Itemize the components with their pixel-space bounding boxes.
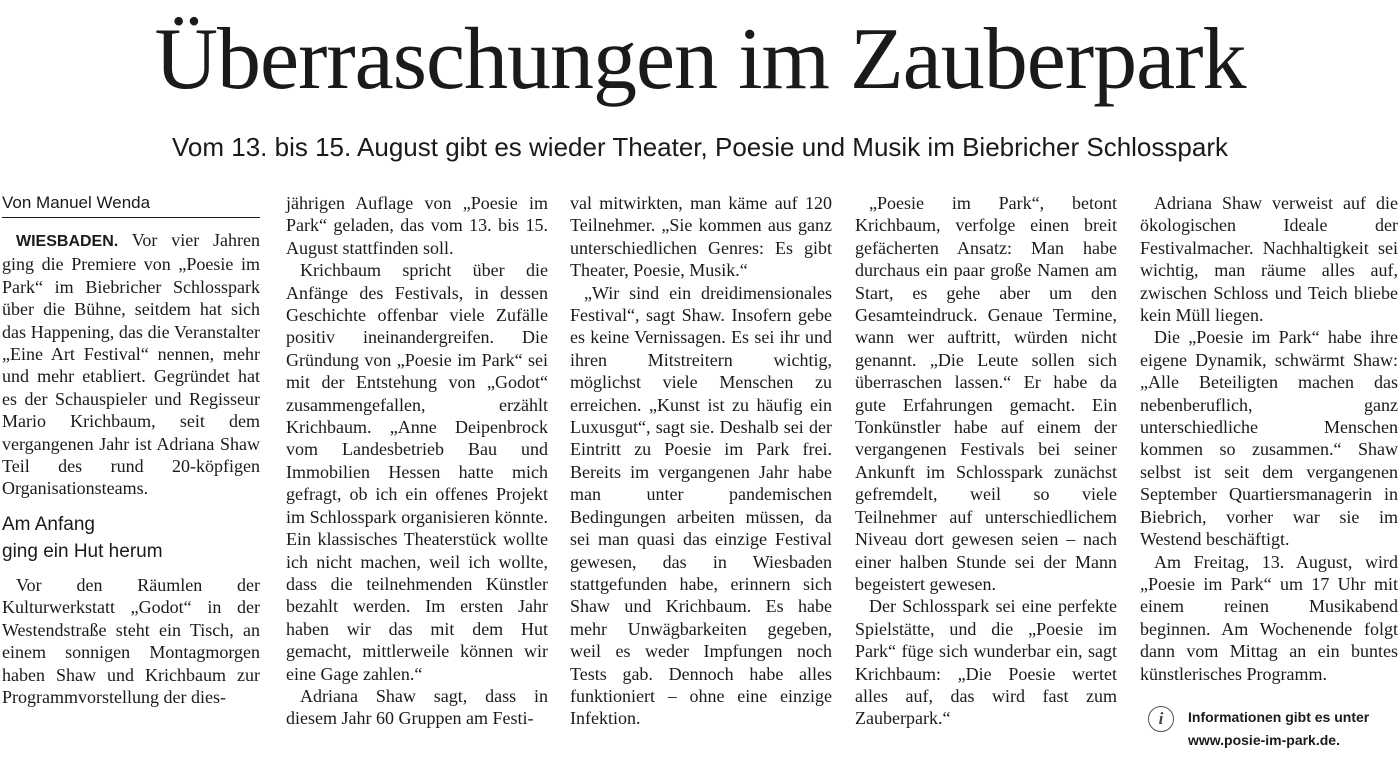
headline: Überraschungen im Zauberpark xyxy=(154,11,1246,108)
subhead-line-1: Am Anfang xyxy=(2,513,95,535)
section-subhead xyxy=(2,511,260,565)
paragraph: „Poesie im Park“, betont Krichbaum, verfolge einen breit gefächerten Ansatz: Man habe durchaus ein paar große Namen am Start, es gehe aber um den Gesamteindruck. Genaue Termine, wann wer auftritt, würden nicht genannt. „Die Leute sollen sich überraschen lassen.“ Er habe da gute Erfahrungen gemacht. Ein Tonkünstler habe auf einem der vergangenen Festivals bei seiner Ankunft im Schlosspark zunächst gefremdelt, weil so viele Teilnehmer auf unterschiedlichem Niveau dort gewesen seien – nach einer halben Stunde sei der Mann begeistert gewesen. xyxy=(855,193,1117,594)
info-line-1: Informationen gibt es unter xyxy=(1188,709,1370,725)
paragraph: jährigen Auflage von „Poesie im Park“ geladen, das vom 13. bis 15. August stattfinden soll. xyxy=(286,193,548,258)
subhead-line-2: ging ein Hut herum xyxy=(2,540,163,562)
paragraph: Adriana Shaw sagt, dass in diesem Jahr 60 Gruppen am Festi- xyxy=(286,685,548,729)
dateline: WIESBADEN. xyxy=(16,233,119,250)
paragraph: Der Schlosspark sei eine perfekte Spielstätte, und die „Poesie im Park“ füge sich wunderbar ein, sagt Krichbaum: „Die Poesie wertet alles auf, das wird fast zum Zauberpark.“ xyxy=(855,596,1117,729)
paragraph: Vor den Räumlen der Kulturwerkstatt „Godot“ in der Westendstraße steht ein Tisch, an einem sonnigen Montagmorgen haben Shaw und Krichbaum zur Programmvorstellung der dies- xyxy=(2,574,260,707)
byline: Von Manuel Wenda xyxy=(2,192,260,218)
column-3 xyxy=(570,192,832,730)
info-box xyxy=(1148,706,1398,760)
info-text xyxy=(1188,706,1369,752)
intro-paragraph xyxy=(2,229,260,500)
info-link[interactable]: www.posie-im-park.de. xyxy=(1188,732,1340,748)
column-4 xyxy=(855,192,1117,730)
column-5 xyxy=(1140,192,1398,685)
paragraph: Am Freitag, 13. August, wird „Poesie im Park“ um 17 Uhr mit einem reinen Musikabend beginnen. Am Wochenende folgt dann vom Mittag an ein buntes künstlerisches Programm. xyxy=(1140,551,1398,684)
info-icon: i xyxy=(1148,706,1174,732)
paragraph: Die „Poesie im Park“ habe ihre eigene Dynamik, schwärmt Shaw: „Alle Beteiligten machen das nebenberuflich, ganz unterschiedliche Menschen kommen so zusammen.“ Shaw selbst ist seit dem vergangenen September Quartiersmanagerin in Biebrich, vorher war sie im Westend beschäftigt. xyxy=(1140,327,1398,550)
intro-text: Vor vier Jahren ging die Premiere von „Poesie im Park“ im Biebricher Schlosspark über die Bühne, seitdem hat sich das Happening, das die Veranstalter „Eine Art Festival“ nennen, mehr und mehr etabliert. Gegründet hat es der Schauspieler und Regisseur Mario Krichbaum, seit dem vergangenen Jahr ist Adriana Shaw Teil des rund 20-köpfigen Organisationsteams. xyxy=(2,230,260,499)
paragraph: val mitwirkten, man käme auf 120 Teilnehmer. „Sie kommen aus ganz unterschiedlichen Genres: Es gibt Theater, Poesie, Musik.“ xyxy=(570,193,832,281)
paragraph: Adriana Shaw verweist auf die ökologischen Ideale der Festivalmacher. Nachhaltigkeit sei wichtig, man räume alles auf, zwischen Schloss und Teich bliebe kein Müll liegen. xyxy=(1140,193,1398,326)
subheadline: Vom 13. bis 15. August gibt es wieder Theater, Poesie und Musik im Biebricher Schlosspark xyxy=(172,132,1228,162)
paragraph: „Wir sind ein dreidimensionales Festival“, sagt Shaw. Insofern gebe es keine Vernissagen. Es sei ihr und ihren Mitstreitern wichtig, möglichst viele Menschen zu erreichen. „Kunst ist zu häufig ein Luxusgut“, sagt sie. Deshalb sei der Eintritt zu Poesie im Park frei. Bereits im vergangenen Jahr habe man unter pandemischen Bedingungen arbeiten müssen, da sei man quasi das einzige Festival gewesen, das in Wiesbaden stattgefunden habe, erinnern sich Shaw und Krichbaum. Es habe mehr Unwägbarkeiten gegeben, weil es weder Impfungen noch Tests gab. Dennoch habe alles funktioniert – ohne eine einzige Infektion. xyxy=(570,282,832,729)
column-1 xyxy=(2,192,260,708)
column-2 xyxy=(286,192,548,730)
paragraph: Krichbaum spricht über die Anfänge des Festivals, in dessen Geschichte offenbar viele Zufälle positiv ineinandergreifen. Die Gründung von „Poesie im Park“ sei mit der Entstehung von „Godot“ zusammengefallen, erzählt Krichbaum. „Anne Deipenbrock vom Landesbetrieb Bau und Immobilien Hessen hatte mich gefragt, ob ich ein offenes Projekt im Schlosspark organisieren könnte. Ein klassisches Theaterstück wollte ich nicht machen, weil ich wollte, dass die teilnehmenden Künstler bezahlt werden. Im ersten Jahr haben wir das mit dem Hut gemacht, mittlerweile können wir eine Gage zahlen.“ xyxy=(286,260,548,684)
